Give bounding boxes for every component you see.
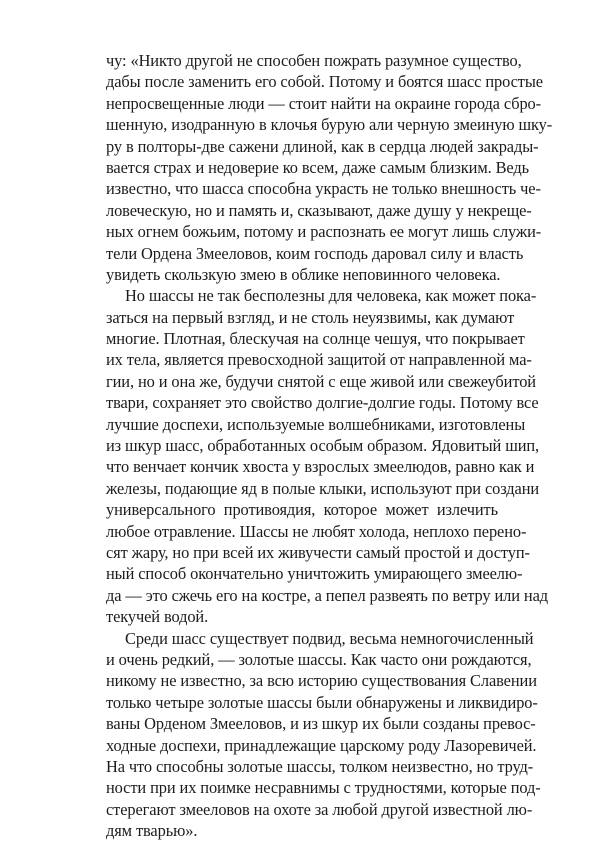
text-line: ности при их поимке несравнимы с трудностями, которые под- — [106, 778, 541, 798]
text-line: из шкур шасс, обработанных особым образом. Ядовитый шип, — [106, 436, 540, 456]
page-text-block — [106, 50, 553, 841]
text-line: непросвещенные люди — стоит найти на окраине города сбро- — [106, 93, 542, 113]
text-line: чу: «Никто другой не способен пожрать разумное существо, — [106, 51, 522, 70]
text-line: стерегают змееловов на охоте за любой другой известной лю- — [106, 799, 533, 819]
text-line: ловеческую, но и память и, сказывают, даже душу у некреще- — [106, 200, 532, 220]
text-line: На что способны золотые шассы, толком неизвестно, но труд- — [106, 756, 534, 776]
text-line: вается страх и недоверие ко всем, даже самым близким. Ведь — [106, 157, 529, 177]
text-line: многие. Плотная, блескучая на солнце чешуя, что покрывает — [106, 329, 525, 349]
text-line: железы, подающие яд в полые клыки, используют при создани — [106, 478, 540, 498]
text-line: ных огнем божьим, потому и распознать ее могут лишь служи- — [106, 222, 542, 242]
text-line: ваны Орденом Змееловов, и из шкур их были созданы превос- — [106, 714, 536, 734]
text-line: ный способ окончательно уничтожить умирающего змеелю- — [106, 564, 523, 584]
text-line: тели Ордена Змееловов, коим господь даровал силу и власть — [106, 243, 524, 263]
text-line: никому не известно, за всю историю существования Славении — [106, 671, 537, 691]
text-line: лучшие доспехи, используемые волшебниками, изготовлены — [106, 414, 526, 434]
text-line: сят жару, но при всей их живучести самый простой и доступ- — [106, 542, 530, 562]
text-line: что венчает кончик хвоста у взрослых змеелюдов, равно как и — [106, 457, 535, 477]
text-line: текучей водой. — [106, 607, 209, 627]
text-line: да — это сжечь его на костре, а пепел развеять по ветру или над — [106, 585, 549, 605]
paragraph-first-line: Среди шасс существует подвид, весьма немногочисленный — [125, 628, 534, 648]
text-line: заться на первый взгляд, и не столь неуязвимы, как думают — [106, 307, 515, 327]
text-line: увидеть скользкую змею в облике неповинного человека. — [106, 264, 501, 284]
text-line: только четыре золотые шассы были обнаружены и ликвидиро- — [106, 692, 538, 712]
paragraph-first-line: Но шассы не так бесполезны для человека, как может пока- — [125, 286, 537, 306]
text-line: шенную, изодранную в клочья бурую али черную змеиную шку- — [106, 115, 553, 135]
text-line: дям тварью». — [106, 821, 198, 841]
text-line: дабы после заменить его собой. Потому и боятся шасс простые — [106, 72, 543, 92]
text-line: любое отравление. Шассы не любят холода, неплохо перено- — [106, 521, 527, 541]
text-line: универсального противоядия, которое может излечить — [106, 500, 498, 520]
text-line: ходные доспехи, принадлежащие царскому роду Лазоревичей. — [106, 735, 537, 755]
text-line: известно, что шасса способна украсть не только внешность че- — [106, 179, 541, 199]
text-line: и очень редкий, — золотые шассы. Как часто они рождаются, — [106, 649, 532, 669]
text-line: гии, но и она же, будучи снятой с еще живой или свежеубитой — [106, 371, 536, 391]
text-line: их тела, является превосходной защитой от направленной ма- — [106, 350, 532, 370]
text-line: твари, сохраняет это свойство долгие-долгие годы. Потому все — [106, 393, 539, 413]
text-line: ру в полторы-две сажени длиной, как в сердца людей закрады- — [106, 136, 539, 156]
